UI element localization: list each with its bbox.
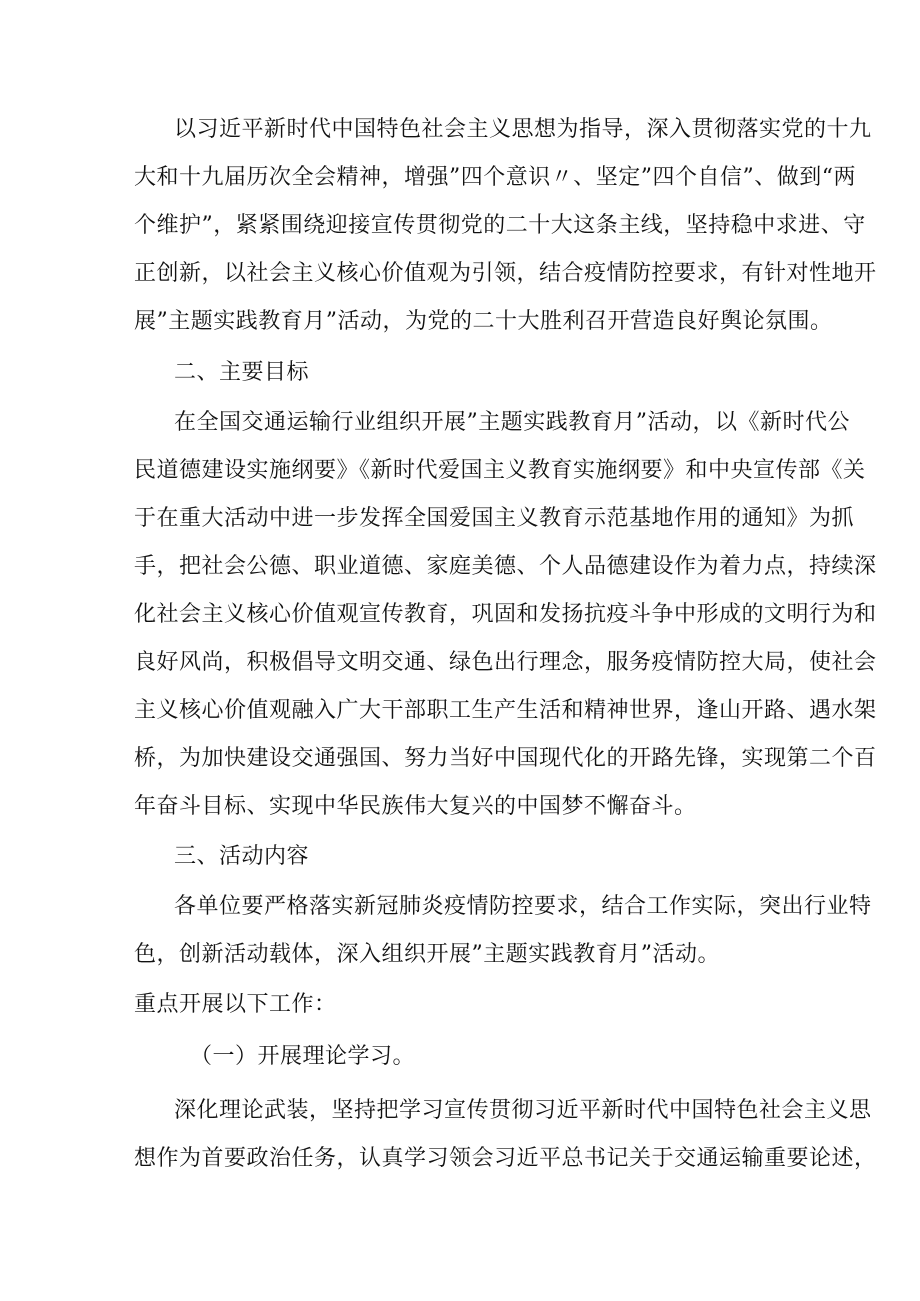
paragraph-2-line-7: 主义核心价值观融入广大干部职工生产生活和精神世界，逢山开路、遇水架 (134, 698, 877, 723)
paragraph-1-line-2: 大和十九届历次全会精神，增强”四个意识〃、坚定”四个自信”、做到“两 (134, 165, 856, 190)
section-heading-main-goals: 二、主要目标 (174, 360, 310, 385)
subsection-heading-theory-study: （一）开展理论学习。 (190, 1044, 416, 1069)
paragraph-2-line-9: 年奋斗目标、实现中华民族伟大复兴的中国梦不懈奋斗。 (134, 794, 697, 819)
paragraph-2-line-6: 良好风尚，积极倡导文明交通、绿色出行理念，服务疫情防控大局，使社会 (134, 650, 877, 675)
paragraph-5-line-1: 深化理论武装，坚持把学习宣传贯彻习近平新时代中国特色社会主义思 (174, 1098, 872, 1123)
paragraph-1-line-5: 展”主题实践教育月”活动，为党的二十大胜利召开营造良好舆论氛围。 (134, 309, 833, 334)
paragraph-2-line-1: 在全国交通运输行业组织开展”主题实践教育月”活动，以《新时代公 (174, 410, 850, 435)
paragraph-2-line-5: 化社会主义核心价值观宣传教育，巩固和发扬抗疫斗争中形成的文明行为和 (134, 602, 877, 627)
paragraph-1-line-3: 个维护”，紧紧围绕迎接宣传贯彻党的二十大这条主线，坚持稳中求进、守 (134, 213, 866, 238)
section-heading-activity-content: 三、活动内容 (174, 844, 310, 869)
paragraph-2-line-4: 手，把社会公德、职业道德、家庭美德、个人品德建设作为着力点，持续深 (134, 554, 877, 579)
paragraph-5-line-2: 想作为首要政治任务，认真学习领会习近平总书记关于交通运输重要论述， (134, 1146, 877, 1171)
paragraph-2-line-3: 于在重大活动中进一步发挥全国爱国主义教育示范基地作用的通知》为抓 (134, 506, 855, 531)
paragraph-3-line-1: 各单位要严格落实新冠肺炎疫情防控要求，结合工作实际，突出行业特 (174, 894, 872, 919)
paragraph-1-line-4: 正创新，以社会主义核心价值观为引领，结合疫情防控要求，有针对性地开 (134, 261, 877, 286)
paragraph-3-line-2: 色，创新活动载体，深入组织开展”主题实践教育月”活动。 (134, 942, 720, 967)
paragraph-2-line-8: 桥，为加快建设交通强国、努力当好中国现代化的开路先锋，实现第二个百 (134, 746, 877, 771)
paragraph-1-line-1: 以习近平新时代中国特色社会主义思想为指导，深入贯彻落实党的十九 (174, 117, 872, 142)
paragraph-2-line-2: 民道德建设实施纲要》《新时代爱国主义教育实施纲要》和中央宣传部《关 (134, 458, 866, 483)
paragraph-4-line-1: 重点开展以下工作： (134, 992, 337, 1017)
